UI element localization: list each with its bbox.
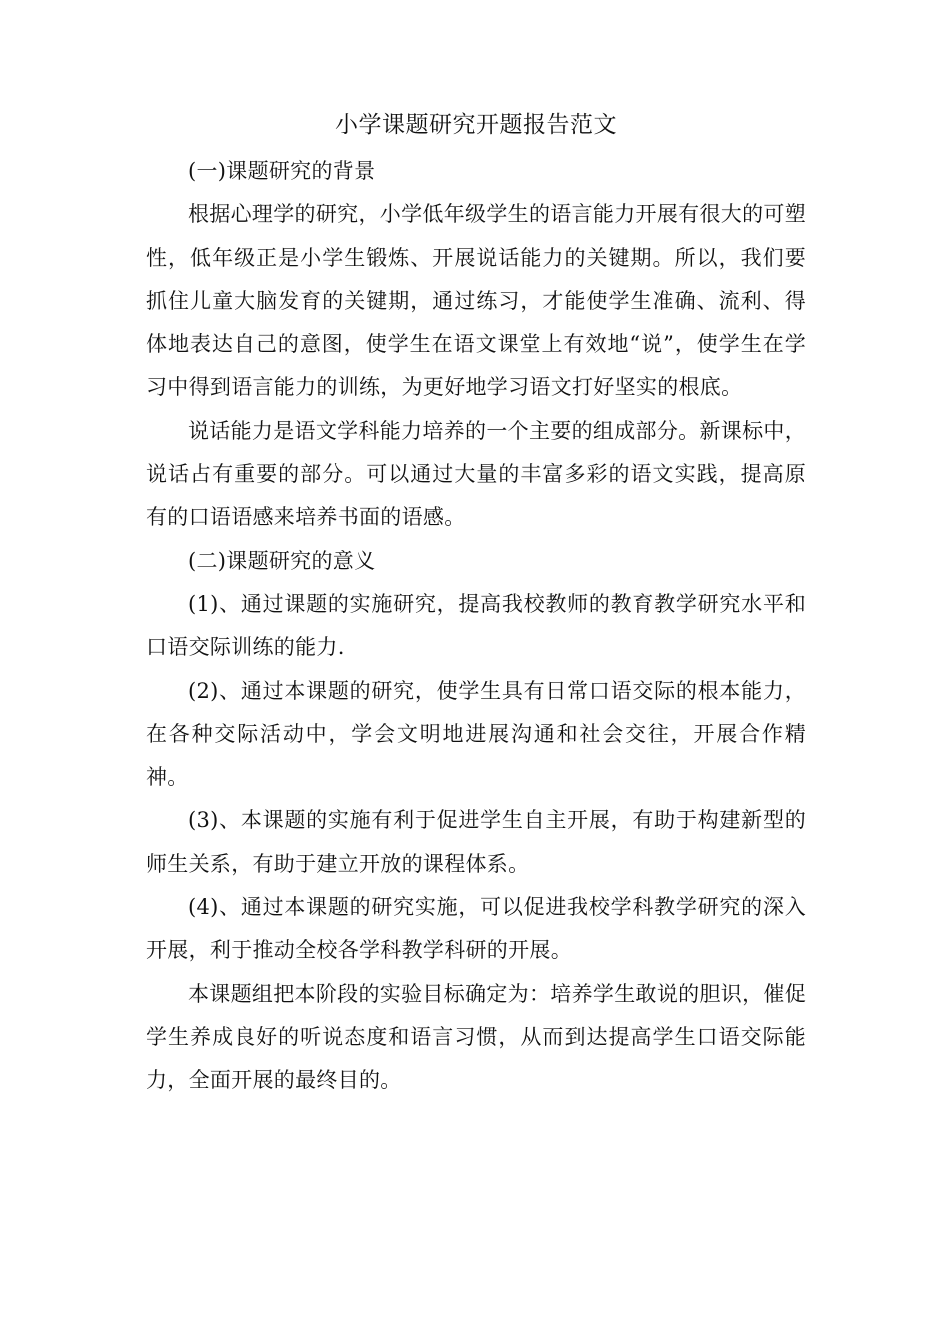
document-body xyxy=(146,104,806,1103)
section-heading-background: (一)课题研究的背景 xyxy=(188,159,376,183)
document-title: 小学课题研究开题报告范文 xyxy=(335,112,617,138)
list-item-significance-2: (2)、通过本课题的研究，使学生具有日常口语交际的根本能力，在各种交际活动中，学会文明地进展沟通和社会交往，开展合作精神。 xyxy=(146,678,806,790)
paragraph-background-psychology: 根据心理学的研究，小学低年级学生的语言能力开展有很大的可塑性，低年级正是小学生锻炼、开展说话能力的关键期。所以，我们要抓住儿童大脑发育的关键期，通过练习，才能使学生准确、流利、得体地表达自己的意图，使学生在语文课堂上有效地“说”，使学生在学习中得到语言能力的训练，为更好地学习语文打好坚实的根底。 xyxy=(146,202,806,400)
list-item-significance-3: (3)、本课题的实施有利于促进学生自主开展，有助于构建新型的师生关系，有助于建立开放的课程体系。 xyxy=(146,808,806,876)
section-heading-significance: (二)课题研究的意义 xyxy=(188,548,376,573)
paragraph-speaking-ability: 说话能力是语文学科能力培养的一个主要的组成部分。新课标中，说话占有重要的部分。可以通过大量的丰富多彩的语文实践，提高原有的口语语感来培养书面的语感。 xyxy=(146,418,806,530)
paragraph-experiment-goal: 本课题组把本阶段的实验目标确定为：培养学生敢说的胆识，催促学生养成良好的听说态度和语言习惯，从而到达提高学生口语交际能力，全面开展的最终目的。 xyxy=(146,981,806,1093)
list-item-significance-4: (4)、通过本课题的研究实施，可以促进我校学科教学研究的深入开展，利于推动全校各学科教学科研的开展。 xyxy=(146,895,806,963)
list-item-significance-1: (1)、通过课题的实施研究，提高我校教师的教育教学研究水平和口语交际训练的能力. xyxy=(146,591,806,660)
